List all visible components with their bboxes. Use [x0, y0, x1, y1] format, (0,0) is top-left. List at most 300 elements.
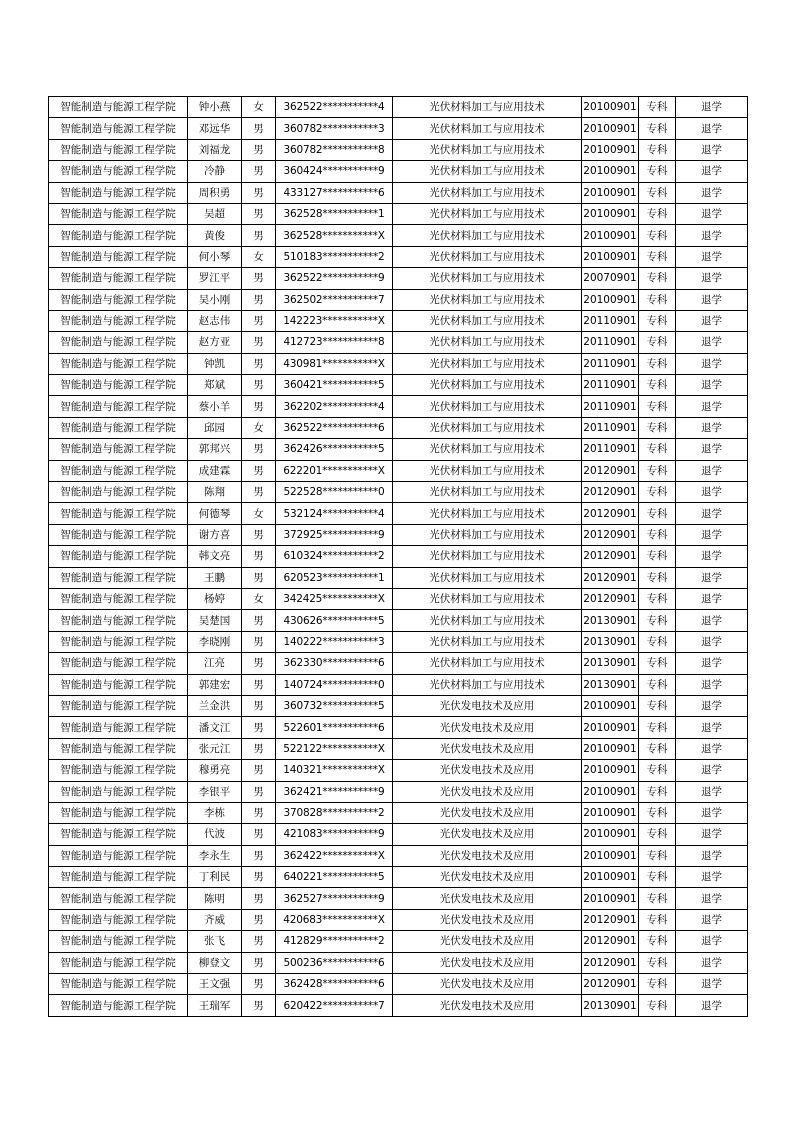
enrollment-date-cell: 20130901	[582, 653, 639, 674]
major-cell: 光伏材料加工与应用技术	[393, 439, 582, 460]
gender-cell: 男	[242, 268, 276, 289]
level-cell: 专科	[639, 653, 676, 674]
level-cell: 专科	[639, 931, 676, 952]
table-row	[49, 909, 748, 930]
status-cell: 退学	[676, 888, 748, 909]
major-cell: 光伏材料加工与应用技术	[393, 225, 582, 246]
id-number-cell: 362330***********6	[276, 653, 393, 674]
college-cell: 智能制造与能源工程学院	[49, 524, 188, 545]
enrollment-date-cell: 20100901	[582, 824, 639, 845]
college-cell: 智能制造与能源工程学院	[49, 310, 188, 331]
major-cell: 光伏材料加工与应用技术	[393, 139, 582, 160]
status-cell: 退学	[676, 674, 748, 695]
level-cell: 专科	[639, 824, 676, 845]
table-row	[49, 139, 748, 160]
level-cell: 专科	[639, 717, 676, 738]
level-cell: 专科	[639, 760, 676, 781]
status-cell: 退学	[676, 503, 748, 524]
status-cell: 退学	[676, 824, 748, 845]
status-cell: 退学	[676, 203, 748, 224]
table-row	[49, 802, 748, 823]
major-cell: 光伏材料加工与应用技术	[393, 268, 582, 289]
enrollment-date-cell: 20100901	[582, 781, 639, 802]
enrollment-date-cell: 20100901	[582, 738, 639, 759]
gender-cell: 男	[242, 738, 276, 759]
major-cell: 光伏发电技术及应用	[393, 931, 582, 952]
major-cell: 光伏材料加工与应用技术	[393, 524, 582, 545]
enrollment-date-cell: 20130901	[582, 631, 639, 652]
table-row	[49, 203, 748, 224]
status-cell: 退学	[676, 909, 748, 930]
enrollment-date-cell: 20100901	[582, 695, 639, 716]
id-number-cell: 430981***********X	[276, 353, 393, 374]
level-cell: 专科	[639, 588, 676, 609]
college-cell: 智能制造与能源工程学院	[49, 931, 188, 952]
gender-cell: 男	[242, 353, 276, 374]
status-cell: 退学	[676, 588, 748, 609]
college-cell: 智能制造与能源工程学院	[49, 995, 188, 1016]
college-cell: 智能制造与能源工程学院	[49, 246, 188, 267]
name-cell: 吴小刚	[188, 289, 242, 310]
enrollment-date-cell: 20120901	[582, 546, 639, 567]
gender-cell: 男	[242, 931, 276, 952]
enrollment-date-cell: 20100901	[582, 246, 639, 267]
enrollment-date-cell: 20100901	[582, 225, 639, 246]
college-cell: 智能制造与能源工程学院	[49, 396, 188, 417]
name-cell: 何德琴	[188, 503, 242, 524]
status-cell: 退学	[676, 310, 748, 331]
enrollment-date-cell: 20100901	[582, 802, 639, 823]
enrollment-date-cell: 20110901	[582, 396, 639, 417]
id-number-cell: 622201***********X	[276, 460, 393, 481]
name-cell: 吴楚国	[188, 610, 242, 631]
major-cell: 光伏发电技术及应用	[393, 695, 582, 716]
table-row	[49, 310, 748, 331]
level-cell: 专科	[639, 139, 676, 160]
name-cell: 穆勇亮	[188, 760, 242, 781]
status-cell: 退学	[676, 952, 748, 973]
college-cell: 智能制造与能源工程学院	[49, 738, 188, 759]
status-cell: 退学	[676, 396, 748, 417]
id-number-cell: 362522***********6	[276, 417, 393, 438]
enrollment-date-cell: 20120901	[582, 524, 639, 545]
id-number-cell: 360424***********9	[276, 161, 393, 182]
name-cell: 谢方喜	[188, 524, 242, 545]
enrollment-date-cell: 20100901	[582, 888, 639, 909]
name-cell: 赵志伟	[188, 310, 242, 331]
major-cell: 光伏发电技术及应用	[393, 781, 582, 802]
college-cell: 智能制造与能源工程学院	[49, 674, 188, 695]
college-cell: 智能制造与能源工程学院	[49, 460, 188, 481]
gender-cell: 男	[242, 909, 276, 930]
id-number-cell: 362421***********9	[276, 781, 393, 802]
college-cell: 智能制造与能源工程学院	[49, 118, 188, 139]
table-row	[49, 396, 748, 417]
table-row	[49, 246, 748, 267]
enrollment-date-cell: 20100901	[582, 139, 639, 160]
id-number-cell: 360782***********8	[276, 139, 393, 160]
enrollment-date-cell: 20100901	[582, 845, 639, 866]
college-cell: 智能制造与能源工程学院	[49, 781, 188, 802]
id-number-cell: 412829***********2	[276, 931, 393, 952]
college-cell: 智能制造与能源工程学院	[49, 974, 188, 995]
level-cell: 专科	[639, 867, 676, 888]
status-cell: 退学	[676, 460, 748, 481]
major-cell: 光伏材料加工与应用技术	[393, 588, 582, 609]
enrollment-date-cell: 20110901	[582, 332, 639, 353]
level-cell: 专科	[639, 610, 676, 631]
gender-cell: 女	[242, 246, 276, 267]
major-cell: 光伏材料加工与应用技术	[393, 396, 582, 417]
level-cell: 专科	[639, 268, 676, 289]
id-number-cell: 362202***********4	[276, 396, 393, 417]
name-cell: 赵方亚	[188, 332, 242, 353]
gender-cell: 男	[242, 802, 276, 823]
id-number-cell: 532124***********4	[276, 503, 393, 524]
name-cell: 钟凯	[188, 353, 242, 374]
id-number-cell: 522122***********X	[276, 738, 393, 759]
college-cell: 智能制造与能源工程学院	[49, 503, 188, 524]
college-cell: 智能制造与能源工程学院	[49, 717, 188, 738]
student-withdrawal-table	[48, 96, 748, 1017]
major-cell: 光伏材料加工与应用技术	[393, 674, 582, 695]
id-number-cell: 372925***********9	[276, 524, 393, 545]
table-row	[49, 546, 748, 567]
level-cell: 专科	[639, 182, 676, 203]
gender-cell: 男	[242, 824, 276, 845]
college-cell: 智能制造与能源工程学院	[49, 567, 188, 588]
gender-cell: 男	[242, 161, 276, 182]
level-cell: 专科	[639, 203, 676, 224]
table-row	[49, 439, 748, 460]
gender-cell: 男	[242, 995, 276, 1016]
table-row	[49, 674, 748, 695]
status-cell: 退学	[676, 781, 748, 802]
college-cell: 智能制造与能源工程学院	[49, 268, 188, 289]
status-cell: 退学	[676, 97, 748, 118]
name-cell: 兰金洪	[188, 695, 242, 716]
major-cell: 光伏材料加工与应用技术	[393, 246, 582, 267]
gender-cell: 男	[242, 439, 276, 460]
enrollment-date-cell: 20120901	[582, 567, 639, 588]
college-cell: 智能制造与能源工程学院	[49, 353, 188, 374]
table-row	[49, 482, 748, 503]
name-cell: 江亮	[188, 653, 242, 674]
gender-cell: 男	[242, 460, 276, 481]
id-number-cell: 420683***********X	[276, 909, 393, 930]
enrollment-date-cell: 20130901	[582, 610, 639, 631]
status-cell: 退学	[676, 802, 748, 823]
gender-cell: 男	[242, 546, 276, 567]
level-cell: 专科	[639, 97, 676, 118]
status-cell: 退学	[676, 375, 748, 396]
id-number-cell: 522601***********6	[276, 717, 393, 738]
level-cell: 专科	[639, 524, 676, 545]
name-cell: 邓远华	[188, 118, 242, 139]
status-cell: 退学	[676, 417, 748, 438]
enrollment-date-cell: 20100901	[582, 182, 639, 203]
table-row	[49, 888, 748, 909]
major-cell: 光伏发电技术及应用	[393, 867, 582, 888]
name-cell: 丁利民	[188, 867, 242, 888]
table-row	[49, 653, 748, 674]
level-cell: 专科	[639, 417, 676, 438]
table-row	[49, 268, 748, 289]
level-cell: 专科	[639, 888, 676, 909]
table-row	[49, 695, 748, 716]
table-row	[49, 460, 748, 481]
level-cell: 专科	[639, 845, 676, 866]
status-cell: 退学	[676, 931, 748, 952]
table-body	[49, 97, 748, 1017]
gender-cell: 男	[242, 974, 276, 995]
gender-cell: 男	[242, 781, 276, 802]
status-cell: 退学	[676, 524, 748, 545]
status-cell: 退学	[676, 695, 748, 716]
table-row	[49, 417, 748, 438]
college-cell: 智能制造与能源工程学院	[49, 631, 188, 652]
status-cell: 退学	[676, 610, 748, 631]
id-number-cell: 412723***********8	[276, 332, 393, 353]
enrollment-date-cell: 20120901	[582, 931, 639, 952]
major-cell: 光伏材料加工与应用技术	[393, 610, 582, 631]
gender-cell: 男	[242, 888, 276, 909]
status-cell: 退学	[676, 246, 748, 267]
name-cell: 邱园	[188, 417, 242, 438]
status-cell: 退学	[676, 717, 748, 738]
id-number-cell: 430626***********5	[276, 610, 393, 631]
id-number-cell: 360732***********5	[276, 695, 393, 716]
college-cell: 智能制造与能源工程学院	[49, 695, 188, 716]
id-number-cell: 362528***********1	[276, 203, 393, 224]
level-cell: 专科	[639, 332, 676, 353]
status-cell: 退学	[676, 738, 748, 759]
id-number-cell: 421083***********9	[276, 824, 393, 845]
name-cell: 李永生	[188, 845, 242, 866]
major-cell: 光伏材料加工与应用技术	[393, 161, 582, 182]
name-cell: 王瑞军	[188, 995, 242, 1016]
id-number-cell: 610324***********2	[276, 546, 393, 567]
enrollment-date-cell: 20110901	[582, 310, 639, 331]
gender-cell: 男	[242, 760, 276, 781]
college-cell: 智能制造与能源工程学院	[49, 332, 188, 353]
major-cell: 光伏材料加工与应用技术	[393, 482, 582, 503]
level-cell: 专科	[639, 974, 676, 995]
status-cell: 退学	[676, 353, 748, 374]
status-cell: 退学	[676, 118, 748, 139]
name-cell: 郑斌	[188, 375, 242, 396]
table-row	[49, 931, 748, 952]
enrollment-date-cell: 20110901	[582, 353, 639, 374]
major-cell: 光伏发电技术及应用	[393, 909, 582, 930]
name-cell: 郭建宏	[188, 674, 242, 695]
enrollment-date-cell: 20120901	[582, 460, 639, 481]
major-cell: 光伏材料加工与应用技术	[393, 567, 582, 588]
id-number-cell: 620523***********1	[276, 567, 393, 588]
gender-cell: 男	[242, 375, 276, 396]
id-number-cell: 362422***********X	[276, 845, 393, 866]
gender-cell: 男	[242, 631, 276, 652]
status-cell: 退学	[676, 631, 748, 652]
id-number-cell: 342425***********X	[276, 588, 393, 609]
college-cell: 智能制造与能源工程学院	[49, 824, 188, 845]
table-row	[49, 995, 748, 1016]
level-cell: 专科	[639, 396, 676, 417]
name-cell: 陈翔	[188, 482, 242, 503]
level-cell: 专科	[639, 802, 676, 823]
level-cell: 专科	[639, 310, 676, 331]
level-cell: 专科	[639, 952, 676, 973]
level-cell: 专科	[639, 995, 676, 1016]
gender-cell: 男	[242, 310, 276, 331]
major-cell: 光伏发电技术及应用	[393, 717, 582, 738]
gender-cell: 男	[242, 289, 276, 310]
major-cell: 光伏发电技术及应用	[393, 974, 582, 995]
major-cell: 光伏发电技术及应用	[393, 952, 582, 973]
gender-cell: 女	[242, 588, 276, 609]
id-number-cell: 510183***********2	[276, 246, 393, 267]
id-number-cell: 140321***********X	[276, 760, 393, 781]
name-cell: 郭邦兴	[188, 439, 242, 460]
name-cell: 李银平	[188, 781, 242, 802]
table-row	[49, 631, 748, 652]
enrollment-date-cell: 20120901	[582, 952, 639, 973]
gender-cell: 男	[242, 674, 276, 695]
major-cell: 光伏材料加工与应用技术	[393, 460, 582, 481]
college-cell: 智能制造与能源工程学院	[49, 610, 188, 631]
table-row	[49, 781, 748, 802]
enrollment-date-cell: 20070901	[582, 268, 639, 289]
gender-cell: 男	[242, 332, 276, 353]
major-cell: 光伏发电技术及应用	[393, 995, 582, 1016]
major-cell: 光伏材料加工与应用技术	[393, 182, 582, 203]
table-row	[49, 567, 748, 588]
name-cell: 齐威	[188, 909, 242, 930]
college-cell: 智能制造与能源工程学院	[49, 417, 188, 438]
id-number-cell: 360782***********3	[276, 118, 393, 139]
college-cell: 智能制造与能源工程学院	[49, 845, 188, 866]
college-cell: 智能制造与能源工程学院	[49, 760, 188, 781]
major-cell: 光伏材料加工与应用技术	[393, 417, 582, 438]
table-row	[49, 738, 748, 759]
major-cell: 光伏发电技术及应用	[393, 845, 582, 866]
college-cell: 智能制造与能源工程学院	[49, 439, 188, 460]
college-cell: 智能制造与能源工程学院	[49, 182, 188, 203]
status-cell: 退学	[676, 225, 748, 246]
college-cell: 智能制造与能源工程学院	[49, 653, 188, 674]
major-cell: 光伏材料加工与应用技术	[393, 631, 582, 652]
major-cell: 光伏材料加工与应用技术	[393, 546, 582, 567]
status-cell: 退学	[676, 845, 748, 866]
gender-cell: 男	[242, 567, 276, 588]
id-number-cell: 360421***********5	[276, 375, 393, 396]
level-cell: 专科	[639, 695, 676, 716]
level-cell: 专科	[639, 225, 676, 246]
table-row	[49, 332, 748, 353]
college-cell: 智能制造与能源工程学院	[49, 588, 188, 609]
level-cell: 专科	[639, 161, 676, 182]
status-cell: 退学	[676, 567, 748, 588]
status-cell: 退学	[676, 974, 748, 995]
id-number-cell: 140222***********3	[276, 631, 393, 652]
table-row	[49, 974, 748, 995]
status-cell: 退学	[676, 439, 748, 460]
table-row	[49, 375, 748, 396]
major-cell: 光伏材料加工与应用技术	[393, 503, 582, 524]
major-cell: 光伏发电技术及应用	[393, 738, 582, 759]
major-cell: 光伏发电技术及应用	[393, 824, 582, 845]
name-cell: 李栋	[188, 802, 242, 823]
id-number-cell: 362502***********7	[276, 289, 393, 310]
status-cell: 退学	[676, 161, 748, 182]
gender-cell: 男	[242, 396, 276, 417]
enrollment-date-cell: 20130901	[582, 995, 639, 1016]
table-row	[49, 97, 748, 118]
college-cell: 智能制造与能源工程学院	[49, 952, 188, 973]
name-cell: 潘文江	[188, 717, 242, 738]
college-cell: 智能制造与能源工程学院	[49, 161, 188, 182]
enrollment-date-cell: 20100901	[582, 118, 639, 139]
college-cell: 智能制造与能源工程学院	[49, 888, 188, 909]
gender-cell: 男	[242, 653, 276, 674]
table-row	[49, 225, 748, 246]
status-cell: 退学	[676, 289, 748, 310]
id-number-cell: 433127***********6	[276, 182, 393, 203]
table-row	[49, 760, 748, 781]
id-number-cell: 640221***********5	[276, 867, 393, 888]
status-cell: 退学	[676, 995, 748, 1016]
gender-cell: 男	[242, 695, 276, 716]
level-cell: 专科	[639, 460, 676, 481]
level-cell: 专科	[639, 909, 676, 930]
table-row	[49, 524, 748, 545]
gender-cell: 男	[242, 203, 276, 224]
college-cell: 智能制造与能源工程学院	[49, 482, 188, 503]
id-number-cell: 142223***********X	[276, 310, 393, 331]
name-cell: 蔡小羊	[188, 396, 242, 417]
enrollment-date-cell: 20120901	[582, 909, 639, 930]
college-cell: 智能制造与能源工程学院	[49, 289, 188, 310]
college-cell: 智能制造与能源工程学院	[49, 225, 188, 246]
name-cell: 罗江平	[188, 268, 242, 289]
enrollment-date-cell: 20130901	[582, 674, 639, 695]
major-cell: 光伏材料加工与应用技术	[393, 97, 582, 118]
name-cell: 韩文亮	[188, 546, 242, 567]
status-cell: 退学	[676, 546, 748, 567]
name-cell: 周积勇	[188, 182, 242, 203]
name-cell: 代波	[188, 824, 242, 845]
gender-cell: 男	[242, 182, 276, 203]
name-cell: 陈明	[188, 888, 242, 909]
name-cell: 王鹏	[188, 567, 242, 588]
table-row	[49, 952, 748, 973]
gender-cell: 男	[242, 717, 276, 738]
college-cell: 智能制造与能源工程学院	[49, 203, 188, 224]
id-number-cell: 620422***********7	[276, 995, 393, 1016]
level-cell: 专科	[639, 567, 676, 588]
table-row	[49, 845, 748, 866]
id-number-cell: 522528***********0	[276, 482, 393, 503]
major-cell: 光伏发电技术及应用	[393, 802, 582, 823]
gender-cell: 男	[242, 845, 276, 866]
major-cell: 光伏材料加工与应用技术	[393, 332, 582, 353]
table-row	[49, 867, 748, 888]
name-cell: 张元江	[188, 738, 242, 759]
status-cell: 退学	[676, 182, 748, 203]
enrollment-date-cell: 20110901	[582, 417, 639, 438]
major-cell: 光伏材料加工与应用技术	[393, 118, 582, 139]
table-row	[49, 503, 748, 524]
